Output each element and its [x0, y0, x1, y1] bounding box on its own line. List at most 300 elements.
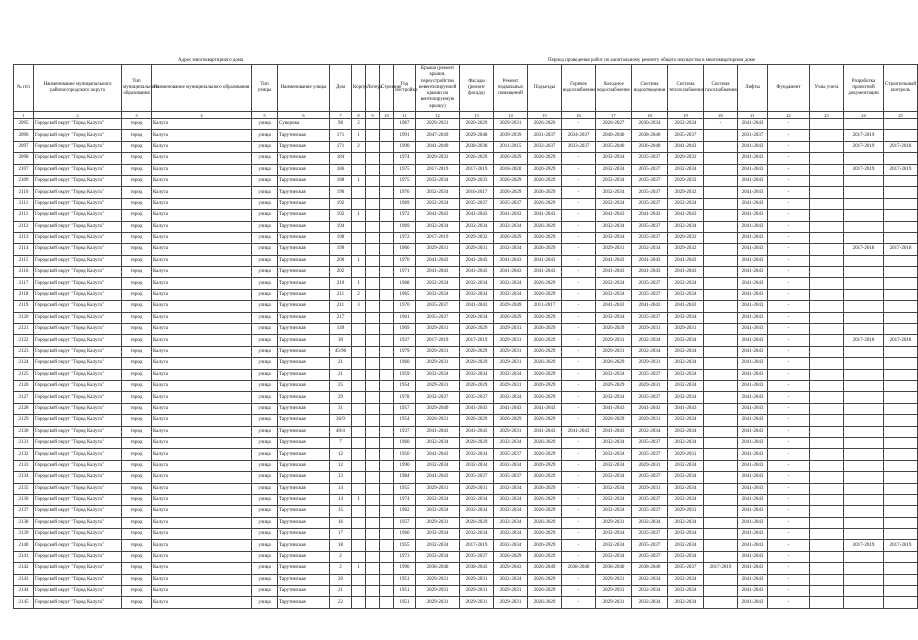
table-cell: 2026-2029	[528, 312, 562, 323]
table-cell: 2029-2031	[632, 358, 668, 369]
table-row	[14, 369, 918, 380]
table-row	[14, 210, 918, 221]
table-cell	[704, 153, 738, 164]
table-cell: 2032-2034	[596, 175, 632, 186]
table-cell: 22	[330, 597, 352, 608]
table-cell: -	[768, 563, 810, 574]
table-cell: 2038-2040	[562, 563, 596, 574]
table-cell: 2026-2029	[460, 437, 494, 448]
table-cell: 2041-2043	[738, 517, 768, 528]
table-cell: 2029-2031	[416, 483, 460, 494]
table-cell: 1	[352, 210, 366, 221]
table-cell: улица	[252, 460, 278, 471]
table-cell: 2032-2034	[668, 312, 704, 323]
table-cell: 2016-2017	[460, 187, 494, 198]
table-cell: 2035-2037	[632, 506, 668, 517]
table-cell	[704, 540, 738, 551]
table-cell: 2026-2029	[528, 324, 562, 335]
table-cell	[380, 301, 394, 312]
column-number: 10	[380, 112, 394, 119]
table-cell: 2026-2029	[460, 380, 494, 391]
table-cell: 194	[330, 221, 352, 232]
table-cell	[884, 358, 918, 369]
table-cell: 2026-2049	[528, 563, 562, 574]
table-cell: город	[122, 529, 152, 540]
table-cell: 2029-2031	[494, 358, 528, 369]
table-cell	[380, 506, 394, 517]
table-cell: -	[562, 324, 596, 335]
table-cell	[380, 187, 394, 198]
table-cell: улица	[252, 153, 278, 164]
table-cell: 2122	[14, 335, 34, 346]
column-header: Год постройки	[394, 65, 416, 112]
table-cell	[380, 517, 394, 528]
table-cell: город	[122, 164, 152, 175]
table-cell	[380, 164, 394, 175]
table-row	[14, 472, 918, 483]
table-cell: 17	[330, 529, 352, 540]
table-cell: 2032-2034	[668, 346, 704, 357]
table-cell	[810, 472, 844, 483]
table-cell: 2141	[14, 551, 34, 562]
table-cell: 2113	[14, 232, 34, 243]
table-cell: 2117	[14, 278, 34, 289]
table-cell: 2029-2031	[494, 597, 528, 608]
table-cell: Тарутинская	[278, 483, 330, 494]
table-cell: 2039-2039	[494, 130, 528, 141]
table-cell: 2041-2043	[738, 506, 768, 517]
table-cell: 2029-2031	[668, 449, 704, 460]
table-cell: 2032-2034	[596, 289, 632, 300]
table-cell	[704, 380, 738, 391]
table-row	[14, 449, 918, 460]
table-cell: Городской округ "Город Калуга"	[34, 483, 122, 494]
table-cell: 2035-2037	[632, 153, 668, 164]
table-cell: -	[768, 210, 810, 221]
table-cell: город	[122, 437, 152, 448]
table-row	[14, 289, 918, 300]
table-cell: 2026-2029	[528, 369, 562, 380]
table-cell: -	[768, 415, 810, 426]
column-number: 23	[810, 112, 844, 119]
table-cell	[366, 563, 380, 574]
table-cell: 2032-2034	[494, 392, 528, 403]
table-cell: улица	[252, 586, 278, 597]
table-cell: Калуга	[152, 187, 252, 198]
table-cell	[810, 380, 844, 391]
column-number: 1	[14, 112, 34, 119]
table-cell: 2029-2031	[494, 324, 528, 335]
table-cell	[380, 403, 394, 414]
table-cell: Тарутинская	[278, 301, 330, 312]
table-cell: Тарутинская	[278, 551, 330, 562]
table-cell: 36/9	[330, 415, 352, 426]
table-cell: -	[562, 335, 596, 346]
table-cell	[810, 437, 844, 448]
table-cell	[884, 529, 918, 540]
table-cell: 2017-2018	[884, 335, 918, 346]
table-cell: 2032-2034	[596, 437, 632, 448]
table-cell	[352, 506, 366, 517]
table-cell: 14	[330, 494, 352, 505]
table-cell: 2026-2029	[528, 597, 562, 608]
table-cell: 1990	[394, 141, 416, 152]
table-cell: 1951	[394, 586, 416, 597]
table-cell: 2032-2034	[596, 483, 632, 494]
table-cell: 2041-2043	[738, 563, 768, 574]
table-cell: 2026-2029	[528, 175, 562, 186]
table-cell: 1970	[394, 255, 416, 266]
table-cell: Калуга	[152, 210, 252, 221]
table-cell	[810, 164, 844, 175]
table-cell: 2115	[14, 255, 34, 266]
table-cell: 2017-2019	[844, 540, 884, 551]
table-cell	[844, 187, 884, 198]
table-cell: 2032-2034	[668, 437, 704, 448]
table-cell	[844, 506, 884, 517]
table-cell: 2029-2031	[596, 335, 632, 346]
table-cell: 2032-2034	[596, 312, 632, 323]
table-cell	[884, 597, 918, 608]
table-row	[14, 312, 918, 323]
table-cell: 1955	[394, 540, 416, 551]
table-cell: 1967	[394, 119, 416, 130]
table-cell: 2	[352, 119, 366, 130]
table-cell: -	[768, 232, 810, 243]
table-cell: 2035-2037	[632, 164, 668, 175]
table-cell: -	[768, 346, 810, 357]
table-cell: Тарутинская	[278, 267, 330, 278]
table-cell	[704, 574, 738, 585]
table-cell: Городской округ "Город Калуга"	[34, 119, 122, 130]
table-cell	[366, 551, 380, 562]
table-cell: 2017-2019	[844, 130, 884, 141]
table-cell: город	[122, 460, 152, 471]
table-cell: -	[768, 187, 810, 198]
table-cell	[884, 153, 918, 164]
table-row	[14, 255, 918, 266]
table-cell: 2041-2043	[738, 415, 768, 426]
column-header: № п/п	[14, 65, 34, 112]
table-row	[14, 267, 918, 278]
table-cell: 2034-2037	[562, 130, 596, 141]
table-cell	[844, 403, 884, 414]
table-cell: -	[768, 119, 810, 130]
table-cell: 2032-2034	[460, 369, 494, 380]
table-cell: 30	[330, 335, 352, 346]
table-row	[14, 517, 918, 528]
table-cell: 2041-2043	[596, 255, 632, 266]
table-cell	[884, 187, 918, 198]
table-cell	[704, 586, 738, 597]
table-cell: Городской округ "Город Калуга"	[34, 267, 122, 278]
table-cell: 1950	[394, 449, 416, 460]
table-cell: 2041-2043	[738, 187, 768, 198]
table-cell: 45/96	[330, 346, 352, 357]
table-cell: 2032-2034	[460, 506, 494, 517]
table-cell: 2038-2040	[416, 563, 460, 574]
table-cell: 2032-2034	[416, 278, 460, 289]
header-number-row	[14, 112, 918, 119]
table-cell: Городской округ "Город Калуга"	[34, 335, 122, 346]
table-cell: 2098	[14, 153, 34, 164]
table-cell	[380, 267, 394, 278]
table-cell: Тарутинская	[278, 153, 330, 164]
table-cell	[366, 187, 380, 198]
table-cell: 2032-2034	[596, 494, 632, 505]
table-cell: 2029-2031	[632, 460, 668, 471]
table-cell: 2032-2034	[494, 494, 528, 505]
table-cell: 2041-2043	[738, 574, 768, 585]
table-cell	[884, 586, 918, 597]
table-cell: 2029-2031	[632, 380, 668, 391]
table-cell: 2026-2029	[528, 551, 562, 562]
table-cell	[844, 380, 884, 391]
table-cell: Городской округ "Город Калуга"	[34, 551, 122, 562]
table-cell: -	[768, 312, 810, 323]
table-cell: улица	[252, 141, 278, 152]
table-cell	[704, 483, 738, 494]
column-number: 12	[416, 112, 460, 119]
table-cell: 2032-2034	[416, 198, 460, 209]
table-cell: Городской округ "Город Калуга"	[34, 346, 122, 357]
table-cell: 2026-2029	[528, 289, 562, 300]
table-cell	[884, 289, 918, 300]
table-cell: 2029-2031	[416, 358, 460, 369]
table-cell	[704, 289, 738, 300]
table-cell: -	[562, 369, 596, 380]
table-cell: 2032-2034	[416, 369, 460, 380]
table-cell: -	[768, 506, 810, 517]
table-cell: улица	[252, 540, 278, 551]
table-cell: 2032-2034	[668, 483, 704, 494]
table-cell: 2026-2029	[528, 187, 562, 198]
table-cell	[810, 232, 844, 243]
table-cell: Калуга	[152, 141, 252, 152]
table-row	[14, 415, 918, 426]
column-header: Система водоотведения	[632, 65, 668, 112]
table-cell	[366, 210, 380, 221]
table-cell	[380, 278, 394, 289]
table-cell	[380, 198, 394, 209]
table-cell	[380, 563, 394, 574]
table-cell: Калуга	[152, 415, 252, 426]
table-cell: 2026-2029	[494, 415, 528, 426]
table-cell: город	[122, 278, 152, 289]
table-cell: Городской округ "Город Калуга"	[34, 415, 122, 426]
table-cell: 2041-2043	[738, 346, 768, 357]
table-cell: 2020-2034	[460, 312, 494, 323]
table-cell	[380, 586, 394, 597]
column-header: Система газоснабжения	[704, 65, 738, 112]
table-cell	[844, 460, 884, 471]
table-row	[14, 586, 918, 597]
table-cell: 1962	[394, 506, 416, 517]
table-cell: Городской округ "Город Калуга"	[34, 130, 122, 141]
table-cell	[704, 506, 738, 517]
table-cell: 2124	[14, 358, 34, 369]
table-cell: 2011-2015	[494, 141, 528, 152]
table-cell	[366, 415, 380, 426]
table-row	[14, 164, 918, 175]
table-cell: 2026-2029	[596, 324, 632, 335]
table-cell: 2041-2043	[416, 210, 460, 221]
table-cell: 2041-2043	[416, 472, 460, 483]
table-cell: -	[768, 153, 810, 164]
table-cell: улица	[252, 210, 278, 221]
table-cell: -	[768, 597, 810, 608]
table-cell: 2038-2038	[460, 141, 494, 152]
table-cell: 2029-2031	[416, 586, 460, 597]
table-row	[14, 380, 918, 391]
table-cell: 2041-2043	[738, 586, 768, 597]
table-cell: 190	[330, 187, 352, 198]
table-cell	[366, 586, 380, 597]
table-cell: -	[768, 540, 810, 551]
table-cell: 2035-2037	[632, 232, 668, 243]
table-cell	[366, 232, 380, 243]
table-cell	[844, 517, 884, 528]
table-cell: Калуга	[152, 335, 252, 346]
table-cell: 2032-2034	[668, 574, 704, 585]
table-cell: улица	[252, 426, 278, 437]
table-cell: -	[562, 574, 596, 585]
column-number: 8	[352, 112, 366, 119]
table-cell	[884, 346, 918, 357]
table-row	[14, 278, 918, 289]
table-row	[14, 506, 918, 517]
table-cell: 2026-2029	[528, 574, 562, 585]
table-cell: 21	[330, 586, 352, 597]
table-cell: 2032-2034	[668, 380, 704, 391]
table-cell: 2032-2034	[632, 574, 668, 585]
table-cell	[810, 358, 844, 369]
table-cell: Калуга	[152, 540, 252, 551]
table-cell: Тарутинская	[278, 369, 330, 380]
table-cell: 2041-2043	[668, 141, 704, 152]
table-cell	[810, 551, 844, 562]
table-cell	[352, 415, 366, 426]
table-cell: 1973	[394, 551, 416, 562]
table-cell: Калуга	[152, 346, 252, 357]
table-cell: Тарутинская	[278, 198, 330, 209]
table-cell: город	[122, 244, 152, 255]
table-cell	[884, 460, 918, 471]
table-cell: 2032-2034	[416, 506, 460, 517]
table-cell: 1990	[394, 563, 416, 574]
table-cell: 2041-2043	[416, 449, 460, 460]
table-row	[14, 119, 918, 130]
table-cell	[380, 369, 394, 380]
table-cell	[704, 232, 738, 243]
table-cell	[366, 255, 380, 266]
table-cell: 2032-2034	[596, 460, 632, 471]
table-cell: улица	[252, 187, 278, 198]
table-cell: город	[122, 449, 152, 460]
table-cell	[380, 119, 394, 130]
column-number: 11	[394, 112, 416, 119]
table-cell: 2096	[14, 130, 34, 141]
table-cell	[884, 449, 918, 460]
table-cell: -	[562, 187, 596, 198]
table-cell: 2026-2031	[416, 415, 460, 426]
column-header: Ремонт подвальных помещений	[494, 65, 528, 112]
table-cell	[884, 392, 918, 403]
table-cell: 2	[352, 141, 366, 152]
table-cell: Городской округ "Город Калуга"	[34, 597, 122, 608]
table-cell	[352, 551, 366, 562]
table-cell: улица	[252, 597, 278, 608]
table-cell: 2097	[14, 141, 34, 152]
table-cell: 2032-2034	[596, 198, 632, 209]
table-cell	[366, 346, 380, 357]
table-cell: 2032-2034	[494, 483, 528, 494]
table-cell: -	[768, 324, 810, 335]
table-cell: Калуга	[152, 289, 252, 300]
table-cell: 2032-2034	[596, 449, 632, 460]
table-cell	[380, 529, 394, 540]
table-cell: 1972	[394, 210, 416, 221]
table-cell	[704, 460, 738, 471]
table-cell	[704, 403, 738, 414]
table-cell	[884, 255, 918, 266]
table-cell: 1	[352, 563, 366, 574]
table-row	[14, 221, 918, 232]
table-cell: -	[768, 494, 810, 505]
table-cell	[704, 198, 738, 209]
table-cell: улица	[252, 255, 278, 266]
table-cell: -	[562, 449, 596, 460]
column-number: 17	[596, 112, 632, 119]
table-cell: 2026-2029	[494, 187, 528, 198]
table-cell: 2	[330, 563, 352, 574]
header-row	[14, 65, 918, 112]
table-cell: 2035-2037	[460, 392, 494, 403]
table-cell: 2041-2043	[562, 426, 596, 437]
table-cell: 2041-2043	[738, 540, 768, 551]
table-cell	[366, 472, 380, 483]
table-cell: Калуга	[152, 278, 252, 289]
table-cell: Тарутинская	[278, 392, 330, 403]
table-cell: улица	[252, 312, 278, 323]
table-cell: 2032-2034	[668, 358, 704, 369]
table-cell: Городской округ "Город Калуга"	[34, 529, 122, 540]
table-cell: 2041-2043	[460, 210, 494, 221]
table-cell	[352, 597, 366, 608]
table-cell: 2130	[14, 426, 34, 437]
table-cell: 2144	[14, 586, 34, 597]
table-cell: 2029-2031	[416, 324, 460, 335]
table-cell: 2035-2037	[632, 187, 668, 198]
table-cell	[704, 346, 738, 357]
table-cell: 1969	[394, 221, 416, 232]
table-cell: 2033-2037	[562, 141, 596, 152]
table-cell	[704, 551, 738, 562]
table-cell	[380, 449, 394, 460]
table-cell: улица	[252, 289, 278, 300]
table-cell	[352, 437, 366, 448]
table-cell	[844, 175, 884, 186]
table-cell: улица	[252, 130, 278, 141]
table-cell	[884, 301, 918, 312]
table-cell: город	[122, 175, 152, 186]
table-cell: Калуга	[152, 380, 252, 391]
table-cell	[810, 324, 844, 335]
table-cell: 2041-2043	[738, 289, 768, 300]
table-row	[14, 483, 918, 494]
table-cell: город	[122, 494, 152, 505]
table-cell	[366, 289, 380, 300]
